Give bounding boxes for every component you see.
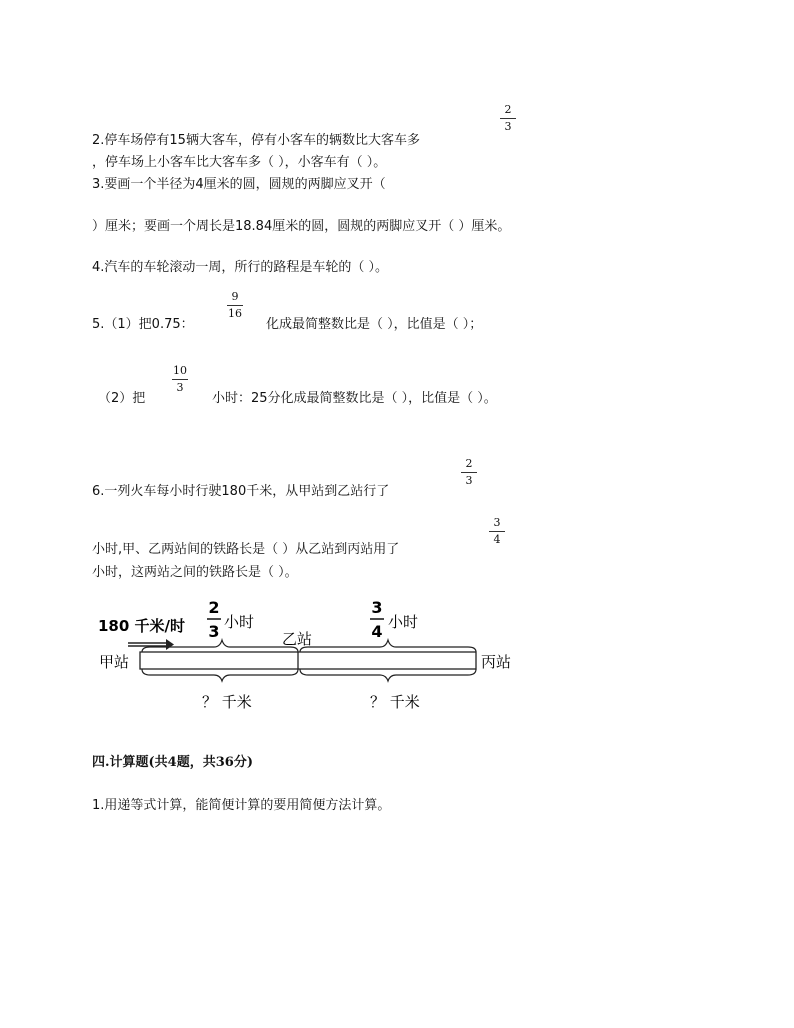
diagram-frac2-den: 4 [371,622,383,641]
diagram-hours-label-1: 小时 [224,613,255,631]
q5-part1-suffix: 化成最简整数比是（ ），比值是（ ）； [266,317,483,332]
section4-q1: 1.用递等式计算，能简便计算的要用简便方法计算。 [92,798,391,813]
diagram-frac2-num: 3 [371,598,383,617]
q3-line1: 3.要画一个半径为4厘米的圆，圆规的两脚应叉开（ [92,177,386,192]
unknown-distance-2: ？ 千米 [370,693,420,711]
section-heading: 四.计算题(共4题，共36分) [92,755,253,770]
q3-line2: ）厘米；要画一个周长是18.84厘米的圆，圆规的两脚应叉开（ ）厘米。 [92,219,511,234]
q6-fraction2: 3 4 [487,517,507,546]
q4-text: 4.汽车的车轮滚动一周，所行的路程是车轮的（ ）。 [92,260,389,275]
station-a-label: 甲站 [99,653,130,671]
q6-line1: 6.一列火车每小时行驶180千米，从甲站到乙站行了 [92,484,390,499]
diagram-frac1-den: 3 [208,622,220,641]
arrow-right-icon [128,639,174,650]
q2-fraction: 2 3 [498,104,518,133]
q6-line3: 小时，这两站之间的铁路长是（ ）。 [92,565,298,580]
station-b-label: 乙站 [282,630,313,648]
q6-line2: 小时,甲、乙两站间的铁路长是（ ）从乙站到丙站用了 [92,542,400,557]
bottom-brace-1 [142,669,298,681]
speed-label: 180 千米/时 [98,617,186,635]
diagram-hours-label-2: 小时 [388,613,419,631]
q5-part2-prefix: （2）把 [98,391,146,406]
train-distance-diagram [0,595,794,725]
q5-part2-fraction: 10 3 [173,364,187,394]
q6-fraction1: 2 3 [459,458,479,487]
bottom-brace-2 [300,669,476,681]
track-bar [140,652,476,669]
station-c-label: 丙站 [481,653,512,671]
q2-line1: 2.停车场停有15辆大客车，停有小客车的辆数比大客车多 [92,133,420,148]
diagram-frac1-num: 2 [208,598,220,617]
q5-part2-suffix: 小时：25分化成最简整数比是（ ），比值是（ ）。 [212,391,497,406]
unknown-distance-1: ？ 千米 [202,693,252,711]
q5-part1-fraction: 9 16 [228,290,242,320]
q5-part1-prefix: 5.（1）把0.75： [92,317,194,332]
top-brace-2 [300,640,476,652]
q2-line2: ，停车场上小客车比大客车多（ ），小客车有（ ）。 [92,155,387,170]
